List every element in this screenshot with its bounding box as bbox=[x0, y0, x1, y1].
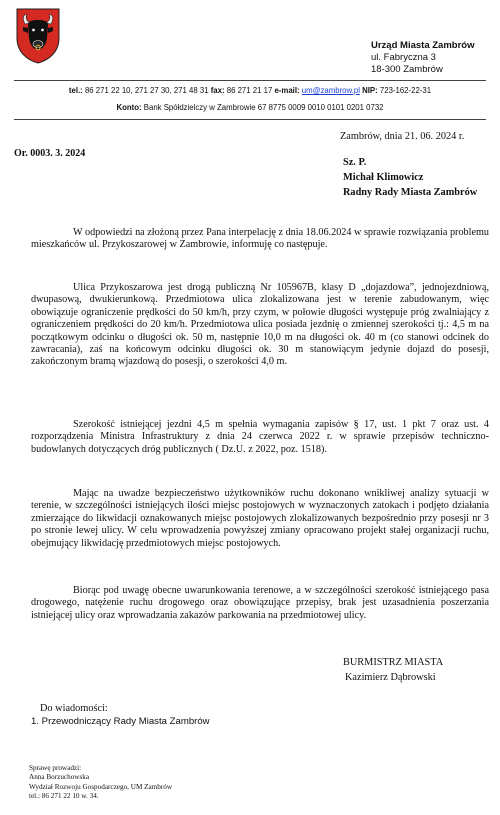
nip-value: 723-162-22-31 bbox=[379, 86, 432, 95]
account-value: Bank Spółdzielczy w Zambrowie 67 8775 0009 0010 0101 0201 0732 bbox=[143, 103, 384, 112]
paragraph-regulation: Szerokość istniejącej jezdni 4,5 m spełnia wymagania zapisów § 17, ust. 1 pkt 7 oraz ust. 4 rozporządzenia Ministra Infrastruktury z dnia 24 czerwca 2022 r. w sprawie przepisów techniczno-budowlanych dotyczących dróg publicznych ( Dz.U. z 2022, poz. 1518). bbox=[31, 419, 489, 455]
paragraph-analysis: Mając na uwadze bezpieczeństwo użytkowników ruchu dokonano wnikliwej analizy sytuacji w terenie, w szczególności istniejących ilości miejsc postojowych w wyznaczonych zatokach i podjęto działania zmierzające do likwidacji oznakowanych miejsc postojowych zlokalizowanych bezpośrednio przy posesji nr 3 po stronie lewej ulicy. W celu wprowadzenia powyższej zmiany opracowano projekt stałej organizacji ruchu, obejmujący likwidację przedmiotowych miejsc postojowych. bbox=[31, 488, 489, 549]
prepared-by-name: Anna Borzuchowska bbox=[29, 773, 90, 782]
addressee-name: Michał Klimowicz bbox=[343, 172, 424, 183]
prepared-by-label: Sprawę prowadzi: bbox=[29, 764, 82, 772]
addressee-role: Radny Rady Miasta Zambrów bbox=[343, 187, 478, 198]
office-address-block bbox=[371, 40, 474, 76]
cc-title: Do wiadomości: bbox=[40, 703, 108, 714]
signature-name: Kazimierz Dąbrowski bbox=[345, 672, 436, 683]
paragraph-street-description: Ulica Przykoszarowa jest drogą publiczną Nr 105967B, klasy D „dojazdowa”, jednojezdniową, dwupasową, dwukierunkową. Przedmiotowa ulica zlokalizowana jest w terenie zabudowanym, więc obowiązuje ograniczenie prędkości do 50 km/h, przy czym, w połowie długości występuje próg zwalniający z ograniczeniem prędkości do 20 km/h. Przedmiotowa ulica posiada jezdnię o zmiennej szerokości tj.: 4,5 m na początkowym odcinku o długości ok. 50 m, następnie 10,0 m na długości ok. 40 m (co stanowi odcinek do zawracania), zaś na końcowym odcinku długości ok. 30 m stanowiącym jedynie dojazd do posesji, zakończonym bramą wjazdową do posesji, o szerokości 4,0 m. bbox=[31, 282, 489, 368]
fax-value: 86 271 21 17 bbox=[226, 86, 273, 95]
nip-label: NIP: bbox=[362, 86, 378, 95]
header-divider-bottom bbox=[14, 119, 486, 120]
email-label: e-mail: bbox=[274, 86, 300, 95]
signature-block bbox=[343, 655, 443, 685]
place-date: Zambrów, dnia 21. 06. 2024 r. bbox=[340, 131, 465, 142]
prepared-by-department: Wydział Rozwoju Gospodarczego, UM Zambrów bbox=[29, 782, 173, 791]
tel-label: tel.: bbox=[68, 86, 83, 95]
fax-label: fax: bbox=[210, 86, 225, 95]
contact-line bbox=[0, 86, 500, 95]
office-name: Urząd Miasta Zambrów bbox=[371, 40, 475, 51]
office-street: ul. Fabryczna 3 bbox=[371, 52, 436, 63]
office-city: 18-300 Zambrów bbox=[371, 64, 443, 75]
coat-of-arms-icon bbox=[16, 8, 60, 64]
paragraph-conclusion: Biorąc pod uwagę obecne uwarunkowania terenowe, a w szczególności szerokość istniejącego pasa drogowego, natężenie ruchu drogowego oraz obowiązujące przepisy, brak jest uzasadnienia poszerzania istniejącej ulicy oraz wprowadzania zakazów parkowania na przedmiotowej ulicy. bbox=[31, 585, 489, 621]
cc-item: 1. Przewodniczący Rady Miasta Zambrów bbox=[31, 716, 210, 727]
addressee-block bbox=[343, 155, 477, 200]
addressee-salutation: Sz. P. bbox=[343, 157, 367, 168]
paragraph-intro: W odpowiedzi na złożoną przez Pana interpelację z dnia 18.06.2024 w sprawie rozwiązania problemu mieszkańców ul. Przykoszarowej w Zambrowie, informuję co następuje. bbox=[31, 227, 489, 251]
account-label: Konto: bbox=[116, 103, 142, 112]
reference-number: Or. 0003. 3. 2024 bbox=[14, 148, 86, 159]
prepared-by-block bbox=[29, 764, 172, 802]
header-divider-top bbox=[14, 80, 486, 81]
bank-account-line bbox=[0, 103, 500, 112]
signature-title: BURMISTRZ MIASTA bbox=[343, 657, 444, 668]
prepared-by-phone: tel.: 86 271 22 10 w. 34. bbox=[29, 792, 99, 801]
tel-value: 86 271 22 10, 271 27 30, 271 48 31 bbox=[84, 86, 209, 95]
email-link[interactable]: um@zambrow.pl bbox=[301, 86, 360, 95]
